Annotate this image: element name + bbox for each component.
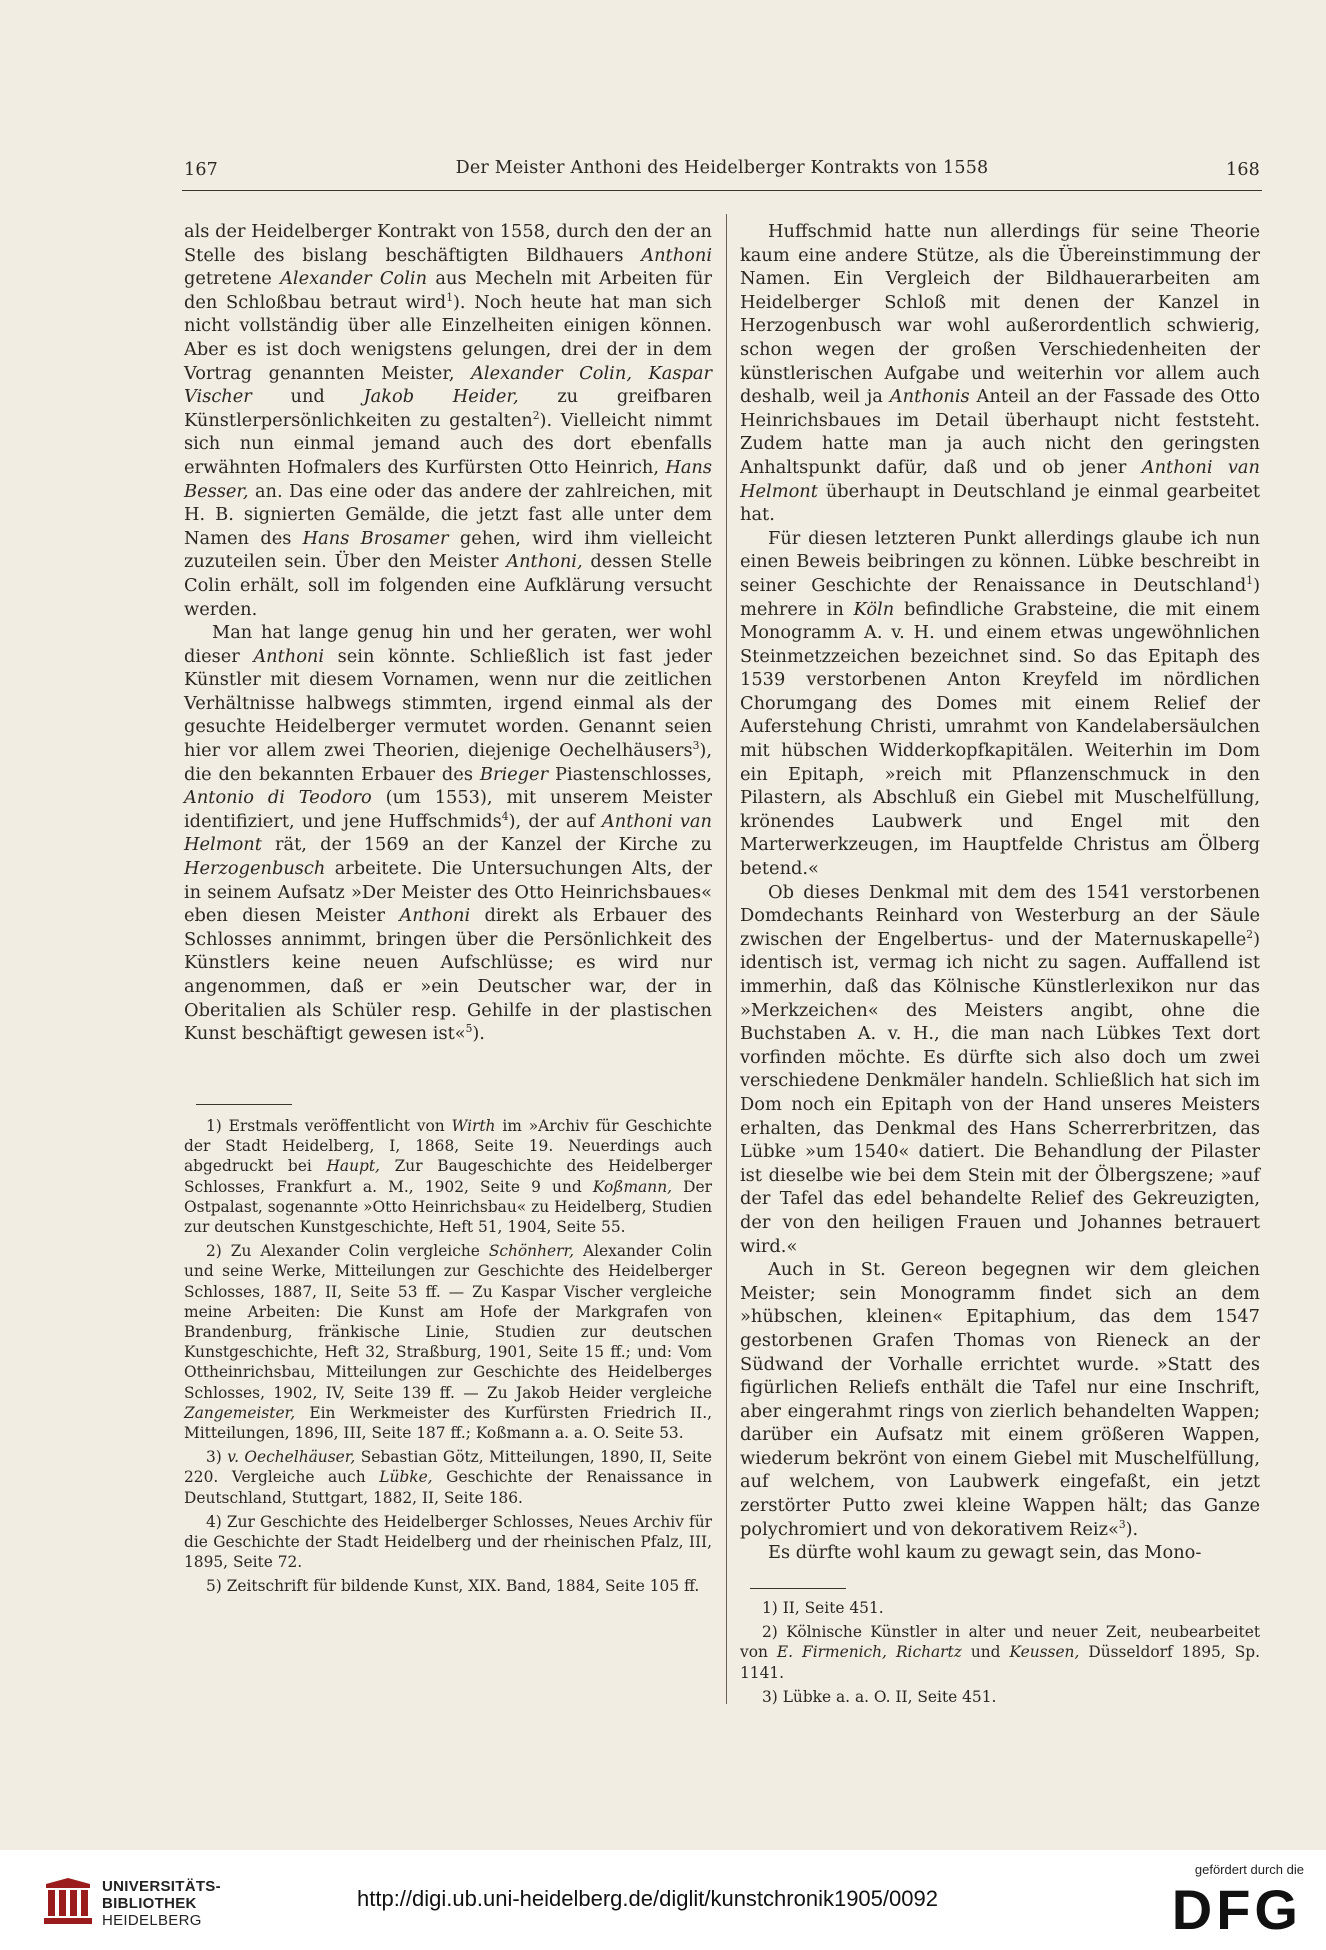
right-footnote-3: 3) Lübke a. a. O. II, Seite 451.: [762, 1687, 997, 1706]
page-number-left: 167: [184, 160, 219, 180]
footnote-3: 3) v. Oechelhäuser, Sebastian Götz, Mitteilungen, 1890, II, Seite 220. Vergleiche auch Lübke, Geschichte der Renaissance in Deutschland, Stuttgart, 1882, II, Seite 186.: [184, 1448, 712, 1507]
page-number-right: 168: [1225, 160, 1260, 180]
right-paragraph-3: Ob dieses Denkmal mit dem des 1541 verstorbenen Domdechants Reinhard von Westerburg an der Säule zwischen der Engelbertus- und der Maternuskapelle$^2$) identisch ist, vermag ich nicht zu sagen. Auffallend ist immerhin, daß das Kölnische Künstlerlexikon nur das »Merkzeichen« des Meisters angibt, ohne die Buchstaben A. v. H., die man nach Lübkes Text dort vorfinden möchte. Es dürfte sich also doch um zwei verschiedene Denkmäler handeln. Schließlich hat sich im Dom noch ein Epitaph von der Hand unseres Meisters erhalten, das Denkmal des Hans Scherrerbritzen, das Lübke »um 1540« datiert. Die Behandlung der Pilaster ist dieselbe wie bei dem Stein mit der Ölbergszene; »auf der Tafel das edel behandelte Relief des Gekreuzigten, der von den heiligen Frauen und Johannes betrauert wird.«: [740, 881, 1260, 1257]
header-rule: [182, 190, 1262, 191]
footnote-4: 4) Zur Geschichte des Heidelberger Schlosses, Neues Archiv für die Geschichte der Stadt Heidelberg und der rheinischen Pfalz, III, 1895, Seite 72.: [184, 1512, 712, 1572]
right-paragraph-2: Für diesen letzteren Punkt allerdings glaube ich nun einen Beweis beibringen zu können. Lübke beschreibt in seiner Geschichte der Renaissance in Deutschland$^1$) mehrere in Köln befindliche Grabsteine, die mit einem Monogramm A. v. H. und einem etwas ungewöhnlichen Steinmetzzeichen bezeichnet sind. So das Epitaph des 1539 verstorbenen Anton Kreyfeld im nördlichen Chorumgang des Domes mit einem Relief der Auferstehung Christi, umrahmt von Kandelabersäulchen mit hübschen Widderkopfkapitälen. Weiterhin im Dom ein Epitaph, »reich mit Pflanzenschmuck in den Pilastern, als Abschluß ein Giebel mit Muschelfüllung, krönendes Laubwerk und Engel mit den Marterwerkzeugen, im Hauptfelde Christus am Ölberg betend.«: [740, 527, 1260, 880]
running-title: Der Meister Anthoni des Heidelberger Kontrakts von 1558: [455, 158, 989, 178]
right-footnote-rule: [750, 1588, 846, 1589]
library-name: UNIVERSITÄTS- BIBLIOTHEK HEIDELBERG: [102, 1878, 221, 1929]
right-footnotes: [740, 1598, 1260, 1711]
running-header: [184, 158, 1260, 188]
funding-note: gefördert durch die: [1194, 1862, 1304, 1877]
column-divider: [726, 214, 727, 1704]
left-footnotes: [184, 1116, 712, 1601]
right-paragraph-4: Auch in St. Gereon begegnen wir dem gleichen Meister; sein Monogramm findet sich an dem »hübschen, kleinen« Epitaphium, das dem 1547 gestorbenen Grafen Thomas von Rieneck an der Südwand der Vorhalle errichtet wurde. »Statt des figürlichen Reliefs enthält die Tafel nur eine Inschrift, aber eingerahmt rings von zierlich behandelten Wappen; darüber ein Aufsatz mit einem größeren Wappen, wiederum bekrönt von einem Giebel mit Muschelfüllung, auf welchem, von Laubwerk eingefaßt, ein jetzt zerstörter Putto zwei kleine Wappen hält; das Ganze polychromiert und von dekorativem Reiz«$^3$).: [740, 1259, 1260, 1540]
digitization-footer: [0, 1850, 1326, 1950]
footnote-5: 5) Zeitschrift für bildende Kunst, XIX. Band, 1884, Seite 105 ff.: [206, 1577, 700, 1596]
left-column-body: [184, 220, 712, 1046]
right-footnote-1: 1) II, Seite 451.: [762, 1599, 884, 1617]
right-footnote-2: 2) Kölnische Künstler in alter und neuer Zeit, neubearbeitet von E. Firmenich, Richartz und Keussen, Düsseldorf 1895, Sp. 1141.: [740, 1623, 1261, 1682]
footnote-2: 2) Zu Alexander Colin vergleiche Schönherr, Alexander Colin und seine Werke, Mitteilungen zur Geschichte des Heidelberger Schlosses, 1887, II, Seite 53 ff. — Zu Kaspar Vischer vergleiche meine Arbeiten: Die Kunst am Hofe der Markgrafen von Brandenburg, fränkische Linie, Studien zur deutschen Kunstgeschichte, Heft 32, Straßburg, 1901, Seite 15 ff.; und: Vom Ottheinrichsbau, Mitteilungen zur Geschichte des Heidelberges Schlosses, 1902, IV, Seite 139 ff. — Zu Jakob Heider vergleiche Zangemeister, Ein Werkmeister des Kurfürsten Friedrich II., Mitteilungen, 1896, III, Seite 187 ff.; Koßmann a. a. O. Seite 53.: [184, 1242, 712, 1443]
right-paragraph-5: Es dürfte wohl kaum zu gewagt sein, das Mono-: [768, 1542, 1202, 1564]
left-paragraph-1: als der Heidelberger Kontrakt von 1558, durch den der an Stelle des bislang beschäftigten Bildhauers Anthoni getretene Alexander Colin aus Mecheln mit Arbeiten für den Schloßbau betraut wird$^1$). Noch heute hat man sich nicht vollständig über alle Einzelheiten einigen können. Aber es ist doch wenigstens gelungen, drei der in dem Vortrag genannten Meister, Alexander Colin, Kaspar Vischer und Jakob Heider, zu greifbaren Künstlerpersönlichkeiten zu gestalten$^2$). Vielleicht nimmt sich nun einmal jemand auch des dort ebenfalls erwähnten Hofmalers des Kurfürsten Otto Heinrich, Hans Besser, an. Das eine oder das andere der zahlreichen, mit H. B. signierten Gemälde, die jetzt fast alle unter dem Namen des Hans Brosamer gehen, wird ihm vielleicht zuzuteilen sein. Über den Meister Anthoni, dessen Stelle Colin erhält, soll im folgenden eine Aufklärung versucht werden.: [184, 221, 713, 620]
left-footnote-rule: [196, 1104, 292, 1105]
dfg-logo: DFG: [1171, 1878, 1302, 1941]
right-paragraph-1: Huffschmid hatte nun allerdings für seine Theorie kaum eine andere Stütze, als die Übereinstimmung der Namen. Ein Vergleich der Bildhauerarbeiten am Heidelberger Schloß mit denen der Kanzel in Herzogenbusch war wohl außerordentlich schwierig, schon wegen der großen Verschiedenheiten der künstlerischen Aufgabe und weiterhin vor allem auch deshalb, weil ja Anthonis Anteil an der Fassade des Otto Heinrichsbaues im Detail überhaupt nicht feststeht. Zudem hatte man ja auch nicht den geringsten Anhaltspunkt dafür, daß und ob jener Anthoni van Helmont überhaupt in Deutschland je einmal gearbeitet hat.: [740, 221, 1260, 526]
source-url-link[interactable]: http://digi.ub.uni-heidelberg.de/diglit/kunstchronik1905/0092: [357, 1886, 938, 1911]
left-paragraph-2: Man hat lange genug hin und her geraten, wer wohl dieser Anthoni sein könnte. Schließlich ist fast jeder Künstler mit diesem Vornamen, wenn nur die zeitlichen Verhältnisse halbwegs stimmten, irgend einmal als der gesuchte Heidelberger vermutet worden. Genannt seien hier vor allem zwei Theorien, diejenige Oechelhäusers$^3$), die den bekannten Erbauer des Brieger Piastenschlosses, Antonio di Teodoro (um 1553), mit unserem Meister identifiziert, und jene Huffschmids$^4$), der auf Anthoni van Helmont rät, der 1569 an der Kanzel der Kirche zu Herzogenbusch arbeitete. Die Untersuchungen Alts, der in seinem Aufsatz »Der Meister des Otto Heinrichsbaues« eben diesen Meister Anthoni direkt als Erbauer des Schlosses annimmt, bringen über die Persönlichkeit des Künstlers keine neuen Aufschlüsse; es wird nur angenommen, daß er »ein Deutscher war, der in Oberitalien als Schüler resp. Gehilfe in der plastischen Kunst beschäftigt gewesen ist«$^5$).: [184, 622, 712, 1045]
right-column-body: [740, 220, 1260, 1565]
footnote-1: 1) Erstmals veröffentlicht von Wirth im »Archiv für Geschichte der Stadt Heidelberg, I, 1868, Seite 19. Neuerdings auch abgedruckt bei Haupt, Zur Baugeschichte des Heidelberger Schlosses, Frankfurt a. M., 1902, Seite 9 und Koßmann, Der Ostpalast, sogenannte »Otto Heinrichsbau« zu Heidelberg, Studien zur deutschen Kunstgeschichte, Heft 51, 1904, Seite 55.: [184, 1117, 712, 1237]
university-library-logo-icon: [40, 1874, 96, 1930]
